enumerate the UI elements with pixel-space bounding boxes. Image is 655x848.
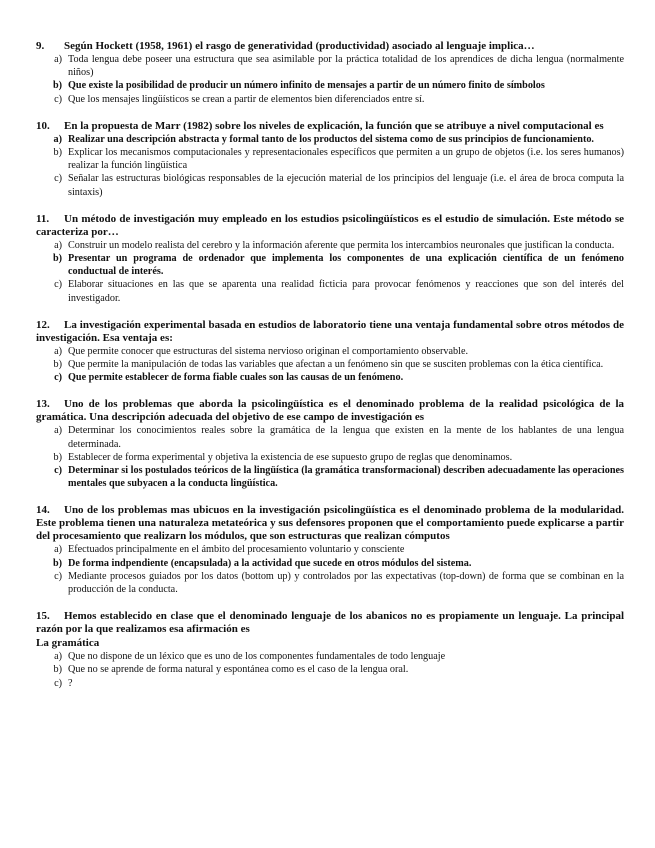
option-letter: a) [54,54,62,65]
option-text: Explicar los mecanismos computacionales y representacionales específicos que permiten a un grupo de objetos (i.e. los seres humanos) realizar la función lingüística [68,147,624,172]
question-block [36,610,624,690]
question-block [36,40,624,106]
option-letter: a) [53,133,62,145]
question-text: En la propuesta de Marr (1982) sobre los niveles de explicación, la función que se atribuye a nivel computacional es [64,119,604,132]
question-block [36,213,624,305]
option-text: Establecer de forma experimental y objetiva la existencia de ese supuesto grupo de reglas que denominamos. [68,451,513,463]
question-heading [36,120,624,133]
option [36,239,624,252]
exam-page [36,40,624,704]
option-correct [36,371,624,384]
option-text: Señalar las estructuras biológicas responsables de la ejecución material de los principios del lenguaje (i.e. el área de broca computa la sintaxis) [68,173,624,198]
option-letter: b) [53,147,62,159]
option [36,93,624,106]
option-letter: c) [54,372,62,384]
option-letter: b) [52,253,62,265]
option [36,663,624,676]
option-correct [36,252,624,278]
option-letter: a) [54,425,62,437]
option-text: Mediante procesos guiados por los datos (bottom up) y controlados por las expectativas (top-down) de forma que se combinan en la producción de la conducta. [68,570,624,596]
option-correct [36,133,624,146]
question-number: 15. [36,610,50,623]
question-number: 12. [36,318,50,331]
option [36,570,624,596]
option [36,451,624,464]
option-letter: c) [54,279,62,291]
question-heading [36,504,624,543]
option-letter: b) [53,664,62,676]
option-correct [36,557,624,570]
question-heading [36,610,624,636]
option-correct [36,464,624,490]
option-list [36,239,624,305]
option-text: De forma indpendiente (encapsulada) a la actividad que sucede en otros módulos del sistema. [68,557,472,569]
option [36,345,624,358]
option [36,650,624,663]
question-text: Uno de los problemas que aborda la psicolingüística es el denominado problema de la realidad psicológica de la gramática. Una descripción adecuada del objetivo de ese campo de investigación es [36,398,624,424]
option-text: Determinar los conocimientos reales sobre la gramática de la lengua que existen en la mente de los hablantes de una lengua determinada. [68,425,624,450]
option-text: Determinar si los postulados teóricos de la lingüística (la gramática transformacional) describen adecuadamente las operaciones mentales que subyacen a la conducta lingüística. [68,465,624,490]
option [36,172,624,198]
option [36,278,624,304]
option-text: Elaborar situaciones en las que se aparenta una realidad ficticia para provocar fenómenos y reacciones que son del interés del investigador. [68,279,624,304]
question-block [36,319,624,385]
question-block [36,504,624,596]
question-text: La investigación experimental basada en estudios de laboratorio tiene una ventaja fundamental sobre otros métodos de investigación. Esa ventaja es: [36,318,624,344]
option [36,53,624,79]
option [36,677,624,690]
option [36,424,624,450]
option-letter: a) [54,345,62,357]
question-block [36,398,624,490]
question-number: 11. [36,212,50,225]
question-subtitle: La gramática [36,637,100,650]
option-list [36,424,624,490]
option-text: Toda lengua debe poseer una estructura que sea asimilable por la práctica totalidad de los aprendices de dicha lengua (normalmente niños) [68,54,624,79]
question-heading [36,40,624,53]
option-text: Que no dispone de un léxico que es uno de los componentes fundamentales de todo lenguaje [68,651,446,663]
option-letter: b) [53,451,62,463]
option-letter: b) [52,557,62,569]
option-text: Efectuados principalmente en el ámbito del procesamiento voluntario y consciente [68,544,405,556]
option-text: Que permite la manipulación de todas las variables que afectan a un fenómeno sin que se susciten problemas con la ética científica. [68,359,604,371]
option-letter: a) [54,239,62,251]
option-correct [36,79,624,92]
question-number: 13. [36,398,50,411]
question-text: Según Hockett (1958, 1961) el rasgo de generatividad (productividad) asociado al lenguaje implica… [64,40,535,52]
option-letter: a) [54,544,62,556]
option-text: Realizar una descripción abstracta y formal tanto de los productos del sistema como de sus principios de funcionamiento. [68,133,594,145]
question-heading [36,398,624,424]
option-text: Que los mensajes lingüísticos se crean a partir de elementos bien diferenciados entre sí. [68,93,425,105]
option-letter: c) [54,173,62,185]
option-text: Que no se aprende de forma natural y espontánea como es el caso de la lengua oral. [68,664,409,676]
option-letter: a) [54,651,62,663]
option-text: Que existe la posibilidad de producir un número infinito de mensajes a partir de un número finito de símbolos [68,80,545,92]
option-text: Que permite establecer de forma fiable cuales son las causas de un fenómeno. [68,372,404,384]
question-heading [36,319,624,345]
option-letter: c) [54,570,62,582]
question-text: Uno de los problemas mas ubicuos en la investigación psicolingüística es el denominado problema de la modularidad. Este problema tienen una naturaleza metateórica y sus defensores proponen que el comportamiento puede explicarse a partir del procesamiento que realizarn los módulos, que son estructuras que realizan cómputos [36,504,624,543]
question-text: Un método de investigación muy empleado en los estudios psicolingüísticos es el estudio de simulación. Este método se caracteriza por… [36,212,624,238]
option-list [36,543,624,596]
question-text: Hemos establecido en clase que el denominado lenguaje de los abanicos no es propiamente un lenguaje. La principal razón por la que realizamos esa afirmación es [36,610,624,636]
option-list [36,53,624,106]
option [36,358,624,371]
option-letter: b) [53,359,62,371]
option-list [36,133,624,199]
option-letter: c) [54,93,62,105]
option-list [36,650,624,690]
option [36,146,624,172]
option-list [36,345,624,385]
question-number: 14. [36,504,50,517]
question-number: 10. [36,119,50,132]
option-text: Que permite conocer que estructuras del sistema nervioso originan el comportamiento observable. [68,345,469,357]
option-text: Presentar un programa de ordenador que implementa los componentes de una explicación científica de un fenómeno conductual de interés. [68,253,624,278]
option-letter: c) [54,465,62,477]
option-letter: b) [52,80,62,92]
option [36,543,624,556]
option-letter: c) [54,677,62,689]
question-block [36,120,624,199]
question-number: 9. [36,40,45,52]
option-text: Construir un modelo realista del cerebro y la información aferente que permita los intercambios neuronales que justifican la conducta. [68,239,615,251]
option-text: ? [68,677,73,689]
question-heading [36,213,624,239]
